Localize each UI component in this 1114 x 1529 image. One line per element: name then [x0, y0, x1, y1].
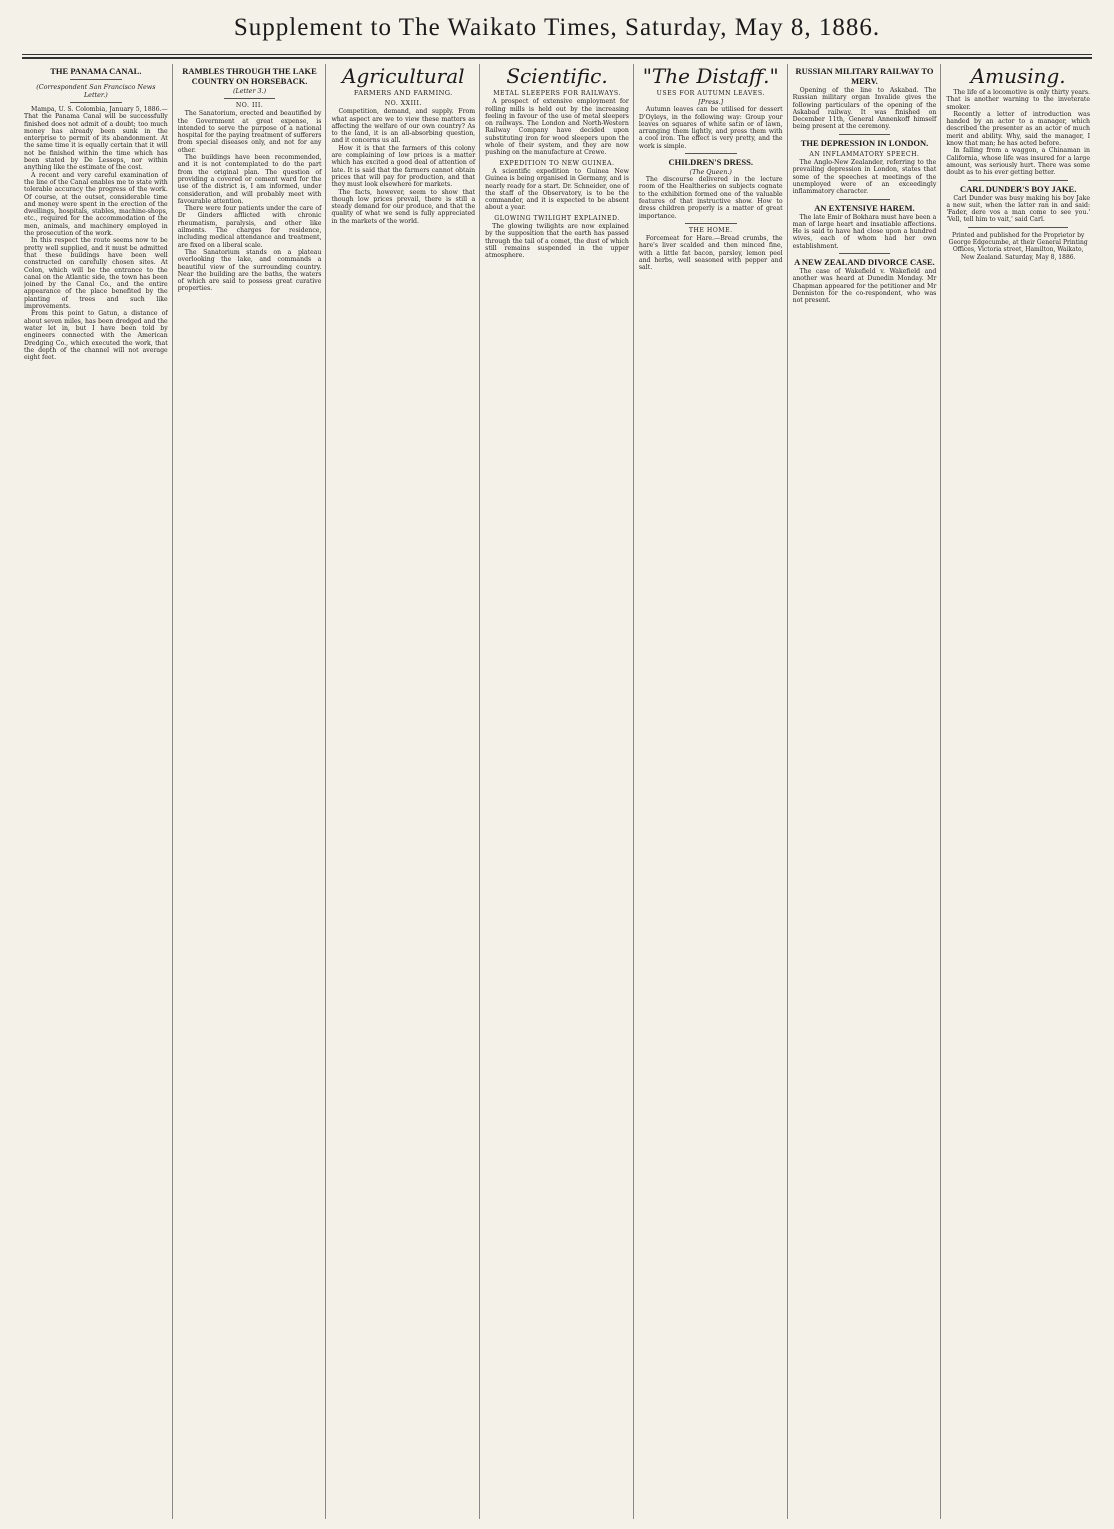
article-paragraph: The facts, however, seem to show that though low prices prevail, there is still a steady demand for our produce, and that the quality of what we send is fully appreciated in the markets of the world.: [331, 188, 476, 225]
article-subtitle: (Letter 3.): [233, 87, 267, 95]
divider: [70, 102, 122, 103]
article-source: (The Queen.): [689, 168, 732, 177]
article-title-russian-railway: RUSSIAN MILITARY RAILWAY TO MERV.: [795, 66, 934, 86]
article-paragraph: There were four patients under the care of Dr Ginders afflicted with chronic rheumatism, paralysis, and other like ailments. The charges for residence, including medical attendance and treatment, are fixed on a liberal scale.: [177, 205, 322, 249]
section-title-agricultural: Agricultural: [342, 64, 465, 88]
article-source: [Press.]: [698, 98, 724, 107]
article-paragraph: The buildings have been recommended, and it is not contemplated to do the part from the original plan. The question of providing a covered or cement ward for the use of the district is, I am informed, under consideration, and will probably meet with favourable attention.: [177, 154, 322, 205]
article-paragraph: Forcemeat for Hare.—Bread crumbs, the hare's liver scalded and then minced fine, with a little fat bacon, parsley, lemon peel and herbs, well seasoned with pepper and salt.: [638, 235, 783, 272]
column-5: [639, 64, 788, 1519]
article-subtitle: EXPEDITION TO NEW GUINEA.: [499, 159, 615, 167]
article-title-rambles: RAMBLES THROUGH THE LAKE COUNTRY ON HORSEBACK.: [182, 66, 317, 86]
article-paragraph: The life of a locomotive is only thirty years. That is another warning to the inveterate smoker.: [946, 89, 1091, 111]
article-paragraph: Carl Dunder was busy making his boy Jake a new suit, when the latter ran in and said: 'Fader, dere vos a man come to see you.' 'Vell, tell him to vait,' said Carl.: [946, 194, 1091, 224]
divider: [968, 227, 1069, 228]
article-subtitle: GLOWING TWILIGHT EXPLAINED.: [494, 214, 620, 222]
article-paragraph: The Anglo-New Zealander, referring to the prevailing depression in London, states that some of the speeches at meetings of the unemployed were of an exceedingly inflammatory character.: [792, 159, 937, 196]
article-title-childrens-dress: CHILDREN'S DRESS.: [668, 157, 754, 168]
masthead-rule-top: [22, 54, 1092, 55]
imprint: Printed and published for the Proprietor by George Edgecumbe, at their General Printing Offices, Victoria street, Hamilton, Waikato, New Zealand. Saturday, May 8, 1886.: [948, 231, 1088, 261]
divider: [685, 223, 737, 224]
article-title-panama-canal: THE PANAMA CANAL.: [50, 66, 142, 76]
column-6: [793, 64, 942, 1519]
masthead-rule-bottom: [22, 57, 1092, 59]
article-paragraph: Mampa, U. S. Colombia, January 5, 1886.—That the Panama Canal will be successfully finished does not admit of a doubt; too much money has already been sunk in the enterprise to permit of its abandonment. At the same time it is equally certain that it will not be finished within the time which has been stated by De Lesseps, nor within anything like the estimate of the cost.: [24, 106, 168, 172]
divider: [685, 153, 737, 154]
article-paragraph: Recently a letter of introduction was handed by an actor to a manager, which described the presenter as an actor of much merit and ability. Why, said the manager, I know that man; he has acted before.: [946, 110, 1091, 148]
article-paragraph: Autumn leaves can be utilised for dessert D'Oyleys, in the following way: Group your leaves on squares of white satin or of lawn, arranging them lightly, and press them with a cool iron. The effect is very pretty, and the work is simple.: [638, 106, 783, 150]
article-title-depression-london: THE DEPRESSION IN LONDON.: [800, 137, 929, 148]
article-paragraph: A recent and very careful examination of the line of the Canal enables me to state with tolerable accuracy the progress of the work. Of course, at the outset, considerable time and money were spent in the erection of the dwellings, hospitals, stables, machine-shops, etc., required for the accommodation of the men, animals, and machinery employed in the prosecution of the work.: [24, 171, 168, 238]
article-paragraph: The Sanatorium stands on a plateau overlooking the lake, and commands a beautiful view of the surrounding country. Near the building are the baths, the waters of which are said to possess great curative properties.: [177, 248, 322, 293]
newspaper-columns: [24, 64, 1094, 1519]
article-subtitle: METAL SLEEPERS FOR RAILWAYS.: [493, 90, 621, 97]
article-paragraph: The late Emir of Bokhara must have been a man of large heart and insatiable affections. He is said to have had close upon a hundred wives, each of whom had her own establishment.: [792, 213, 937, 250]
article-paragraph: The glowing twilights are now explained by the supposition that the earth has passed through the tail of a comet, the dust of which still remains suspended in the upper atmosphere.: [485, 223, 629, 260]
article-subtitle: AN INFLAMMATORY SPEECH.: [809, 150, 920, 158]
article-subtitle: (Correspondent San Francisco News Letter.): [36, 83, 156, 99]
masthead: Supplement to The Waikato Times, Saturday, May 8, 1886.: [233, 14, 881, 41]
divider: [70, 79, 122, 80]
article-paragraph: A prospect of extensive employment for rolling mills is held out by the increasing feeling in favour of the use of metal sleepers on railways. The London and North-Western Railway Company have decided upon substituting iron for wood sleepers upon the whole of their system, and they are now pushing on the manufacture at Crewe.: [485, 98, 629, 157]
article-subtitle: THE HOME.: [688, 226, 733, 234]
article-paragraph: In falling from a waggon, a Chinaman in California, whose life was insured for a large amount, was seriously hurt. There was some doubt as to his ever getting better.: [946, 147, 1091, 177]
article-paragraph: In this respect the route seems now to be pretty well supplied, and it must be admitted that these buildings have been well constructed on carefully chosen sites. At Colon, which will be the entrance to the canal on the Atlantic side, the town has been joined by the Canal Co., and the entire appearance of the place benefited by the planting of trees and such like improvements.: [24, 237, 168, 311]
article-paragraph: The discourse delivered in the lecture room of the Healtheries on subjects cognate to the exhibition formed one of the valuable features of that instructive show. How to dress children properly is a matter of great importance.: [638, 176, 783, 220]
article-number: NO. XXIII.: [384, 100, 422, 107]
section-title-scientific: Scientific.: [506, 64, 608, 88]
divider: [839, 134, 891, 135]
divider: [224, 98, 276, 99]
divider: [968, 180, 1069, 181]
section-title-amusing: Amusing.: [970, 64, 1066, 88]
article-number: NO. III.: [235, 102, 264, 109]
column-7: [946, 64, 1094, 1519]
divider: [839, 253, 891, 254]
article-paragraph: How it is that the farmers of this colony are complaining of low prices is a matter which has excited a good deal of attention of late. It is said that the farmers cannot obtain prices that will pay for production, and that they must look elsewhere for markets.: [331, 144, 476, 189]
article-paragraph: Opening of the line to Askabad. The Russian military organ Invalide gives the following particulars of the opening of the Askabad railway. It was finished on December 11th, General Annenkoff himself being present at the ceremony.: [792, 87, 937, 131]
article-title-carl-dunder: CARL DUNDER'S BOY JAKE.: [960, 183, 1077, 194]
section-title-distaff: "The Distaff.": [642, 64, 779, 88]
article-paragraph: From this point to Gatun, a distance of about seven miles, has been dredged and the water let in, but I have been told by engineers connected with the American Dredging Co., which executed the work, that the depth of the channel will not average eight feet.: [24, 310, 168, 362]
column-3: [331, 64, 480, 1519]
article-title-divorce-case: A NEW ZEALAND DIVORCE CASE.: [794, 257, 935, 268]
article-paragraph: A scientific expedition to Guinea New Guinea is being organised in Germany, and is nearly ready for a start. Dr. Schneider, one of the staff of the Observatory, is to be the commander, and it is expected to be absent about a year.: [485, 167, 629, 212]
column-2: [178, 64, 327, 1519]
article-paragraph: The Sanatorium, erected and beautified by the Government at great expense, is intended to serve the purpose of a national hospital for the paying treatment of sufferers from special diseases only, and not for any other.: [177, 110, 322, 154]
article-title-harem: AN EXTENSIVE HAREM.: [814, 202, 915, 213]
divider: [839, 199, 891, 200]
column-1: [24, 64, 173, 1519]
column-4: [485, 64, 634, 1519]
article-paragraph: The case of Wakefield v. Wakefield and another was heard at Dunedin Monday. Mr Chapman appeared for the petitioner and Mr Denniston for the co-respondent, who was not present.: [792, 268, 937, 305]
article-subtitle: USES FOR AUTUMN LEAVES.: [656, 90, 765, 97]
article-subtitle: FARMERS AND FARMING.: [353, 89, 453, 97]
article-paragraph: Competition, demand, and supply. From what aspect are we to view these matters as affecting the welfare of our own country? As to the land, it is an all-absorbing question, and it concerns us all.: [331, 108, 476, 145]
